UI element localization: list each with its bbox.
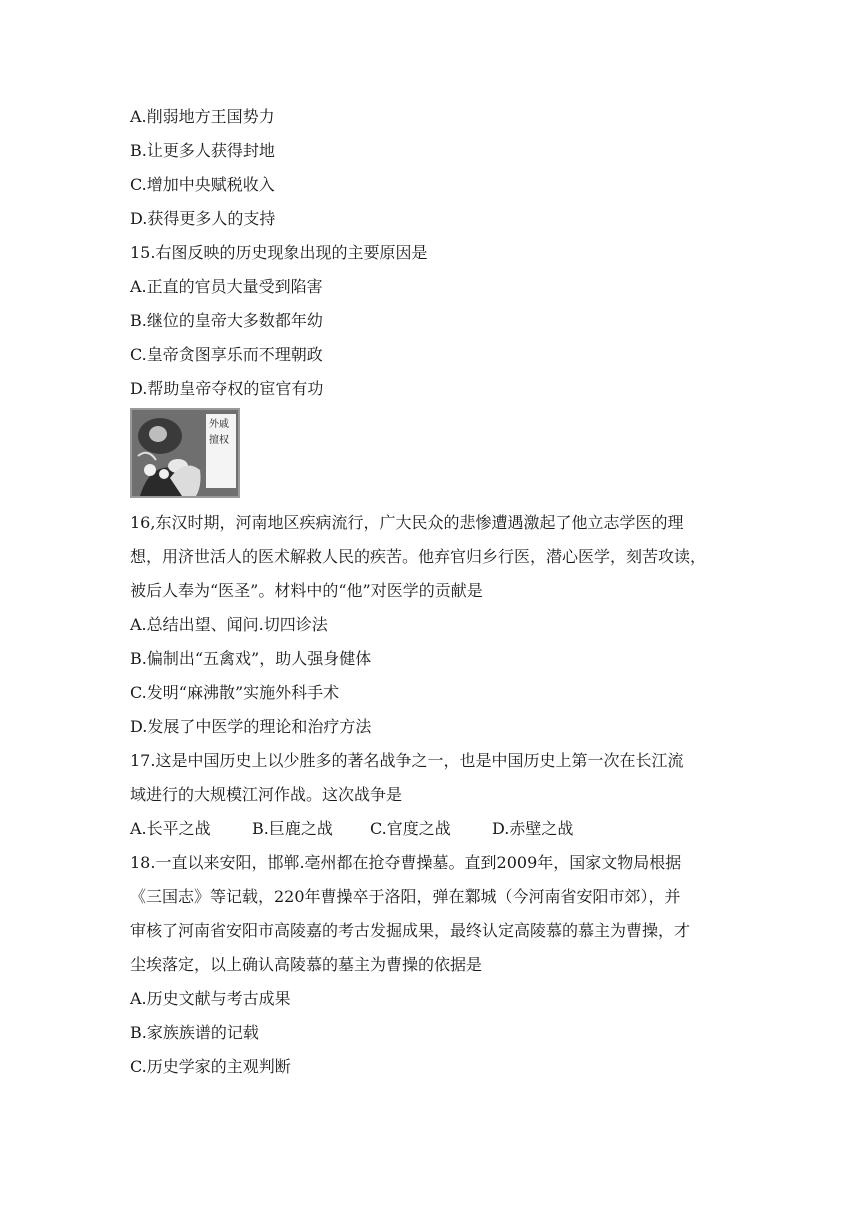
q14-option-d: D.获得更多人的支持	[130, 209, 276, 228]
q16-option-c: C.发明“麻沸散”实施外科手术	[130, 683, 340, 702]
q17-stem-line-1: 17.这是中国历史上以少胜多的著名战争之一，也是中国历史上第一次在长江流	[130, 751, 684, 770]
q18-stem-line-1: 18.一直以来安阳，邯郸.亳州都在抢夺曹操墓。直到2009年，国家文物局根据	[130, 853, 682, 872]
q15-stem: 15.右图反映的历史现象出现的主要原因是	[130, 243, 428, 262]
q16-stem-line-3: 被后人奉为“医圣”。材料中的“他”对医学的贡献是	[130, 581, 483, 600]
q15-option-d: D.帮助皇帝夺权的宦官有功	[130, 379, 324, 398]
q16-stem-line-2: 想，用济世活人的医术解救人民的疾苦。他弃官归乡行医，潜心医学，刻苦攻读，	[130, 547, 707, 566]
q16-option-a: A.总结出望、闻问.切四诊法	[130, 615, 328, 634]
q14-option-b: B.让更多人获得封地	[130, 141, 275, 160]
q16-option-b: B.偏制出“五禽戏”，助人强身健体	[130, 649, 372, 668]
q17-option-c: C.官度之战	[370, 819, 451, 838]
q15-option-a: A.正直的官员大量受到陷害	[130, 277, 323, 296]
q18-stem-line-2: 《三国志》等记载，220年曹操卒于洛阳，弹在鄴城（今河南省安阳市郊），并	[130, 887, 681, 906]
q15-cartoon-image	[130, 408, 240, 498]
q17-stem-line-2: 域进行的大规模江河作战。这次战争是	[130, 785, 403, 804]
q14-option-a: A.削弱地方王国势力	[130, 107, 275, 126]
q18-option-c: C.历史学家的主观判断	[130, 1057, 291, 1076]
q15-option-b: B.继位的皇帝大多数都年幼	[130, 311, 323, 330]
q16-option-d: D.发展了中医学的理论和治疗方法	[130, 717, 372, 736]
q15-option-c: C.皇帝贪图享乐而不理朝政	[130, 345, 323, 364]
q17-option-a: A.长平之战	[130, 819, 211, 838]
q17-options-row	[130, 812, 730, 846]
q16-stem-line-1: 16,东汉时期，河南地区疾病流行，广大民众的悲惨遭遇激起了他立志学医的理	[130, 513, 684, 532]
exam-page	[130, 100, 730, 1084]
q18-stem-line-4: 尘埃落定，以上确认高陵慕的墓主为曹操的依据是	[130, 955, 483, 974]
figure-caption: 外戚擅权	[209, 419, 229, 446]
q17-option-d: D.赤壁之战	[492, 819, 574, 838]
q14-option-c: C.增加中央赋税收入	[130, 175, 275, 194]
q18-stem-line-3: 审核了河南省安阳市高陵嘉的考古发掘成果，最终认定高陵慕的慕主为曹操，才	[130, 921, 691, 940]
q18-option-b: B.家族族谱的记载	[130, 1023, 259, 1042]
q18-option-a: A.历史文献与考古成果	[130, 989, 291, 1008]
q17-option-b: B.巨鹿之战	[252, 819, 333, 838]
